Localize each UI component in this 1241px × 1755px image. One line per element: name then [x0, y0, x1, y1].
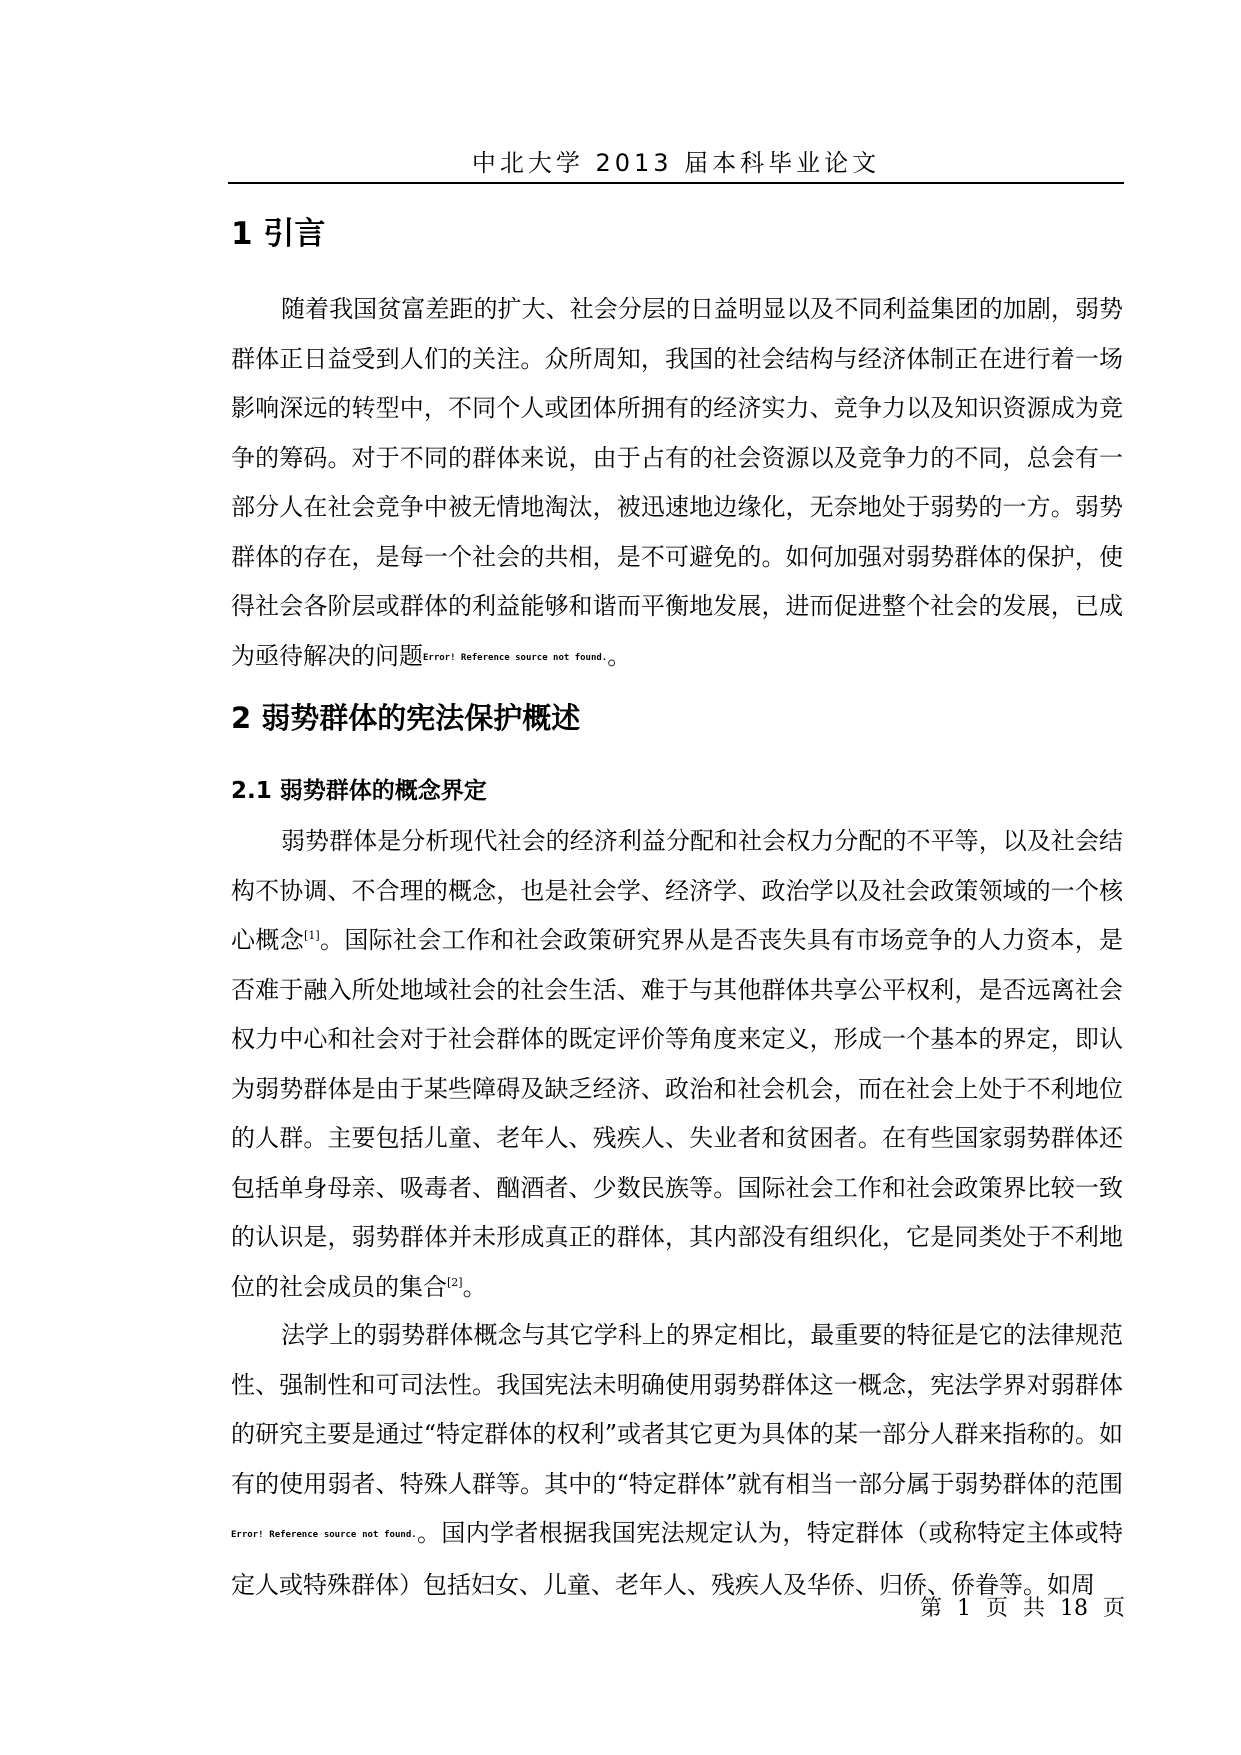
- paragraph-text: 法学上的弱势群体概念与其它学科上的界定相比，最重要的特征是它的法律规范性、强制性和可司法性。我国宪法未明确使用弱势群体这一概念，宪法学界对弱群体的研究主要是通过“特定群体的权利”或者其它更为具体的某一部分人群来指称的。如有的使用弱者、特殊人群等。其中的“特定群体”就有相当一部分属于弱势群体的范围: [231, 1321, 1123, 1498]
- paragraph-text: 。国内学者根据我国宪法规定认为，特定群体（或称特定主体或特定人或特殊群体）包括妇女、儿童、老年人、残疾人及华侨、归侨、侨眷等。如周: [231, 1519, 1123, 1599]
- section-1-paragraph: [231, 285, 1123, 683]
- section-2-heading: 2 弱势群体的宪法保护概述: [231, 701, 581, 735]
- header-rule: [228, 182, 1124, 184]
- citation-ref-1[interactable]: [1]: [304, 929, 320, 942]
- paragraph-text: 随着我国贫富差距的扩大、社会分层的日益明显以及不同利益集团的加剧，弱势群体正日益受到人们的关注。众所周知，我国的社会结构与经济体制正在进行着一场影响深远的转型中，不同个人或团体所拥有的经济实力、竞争力以及知识资源成为竞争的筹码。对于不同的群体来说，由于占有的社会资源以及竞争力的不同，总会有一部分人在社会竞争中被无情地淘汰，被迅速地边缘化，无奈地处于弱势的一方。弱势群体的存在，是每一个社会的共相，是不可避免的。如何加强对弱势群体的保护，使得社会各阶层或群体的利益能够和谐而平衡地发展，进而促进整个社会的发展，已成为亟待解决的问题: [231, 295, 1123, 670]
- paragraph-tail: 。: [607, 641, 632, 670]
- subsection-paragraph-2: [231, 1311, 1123, 1610]
- reference-error: Error! Reference source not found.: [423, 652, 608, 663]
- paragraph-text: 弱势群体是分析现代社会的经济利益分配和社会权力分配的不平等，以及社会结构不协调、不合理的概念，也是社会学、经济学、政治学以及社会政策领域的一个核心概念: [231, 827, 1123, 954]
- paragraph-tail: 。: [462, 1272, 487, 1301]
- section-1-heading: 1 引言: [231, 216, 326, 252]
- subsection-paragraph-1: [231, 817, 1123, 1312]
- citation-ref-2[interactable]: [2]: [447, 1275, 463, 1289]
- running-header: 中北大学 2013 届本科毕业论文: [471, 149, 881, 177]
- page-footer: 第 1 页 共 18 页: [920, 1596, 1125, 1621]
- reference-error: Error! Reference source not found.: [231, 1530, 417, 1540]
- paragraph-text: 。国际社会工作和社会政策研究界从是否丧失具有市场竞争的人力资本，是否难于融入所处地域社会的社会生活、难于与其他群体共享公平权利，是否远离社会权力中心和社会对于社会群体的既定评价等角度来定义，形成一个基本的界定，即认为弱势群体是由于某些障碍及缺乏经济、政治和社会机会，而在社会上处于不利地位的人群。主要包括儿童、老年人、残疾人、失业者和贫困者。在有些国家弱势群体还包括单身母亲、吸毒者、酗酒者、少数民族等。国际社会工作和社会政策界比较一致的认识是，弱势群体并未形成真正的群体，其内部没有组织化，它是同类处于不利地位的社会成员的集合: [231, 926, 1124, 1301]
- subsection-2-1-heading: 2.1 弱势群体的概念界定: [231, 778, 487, 804]
